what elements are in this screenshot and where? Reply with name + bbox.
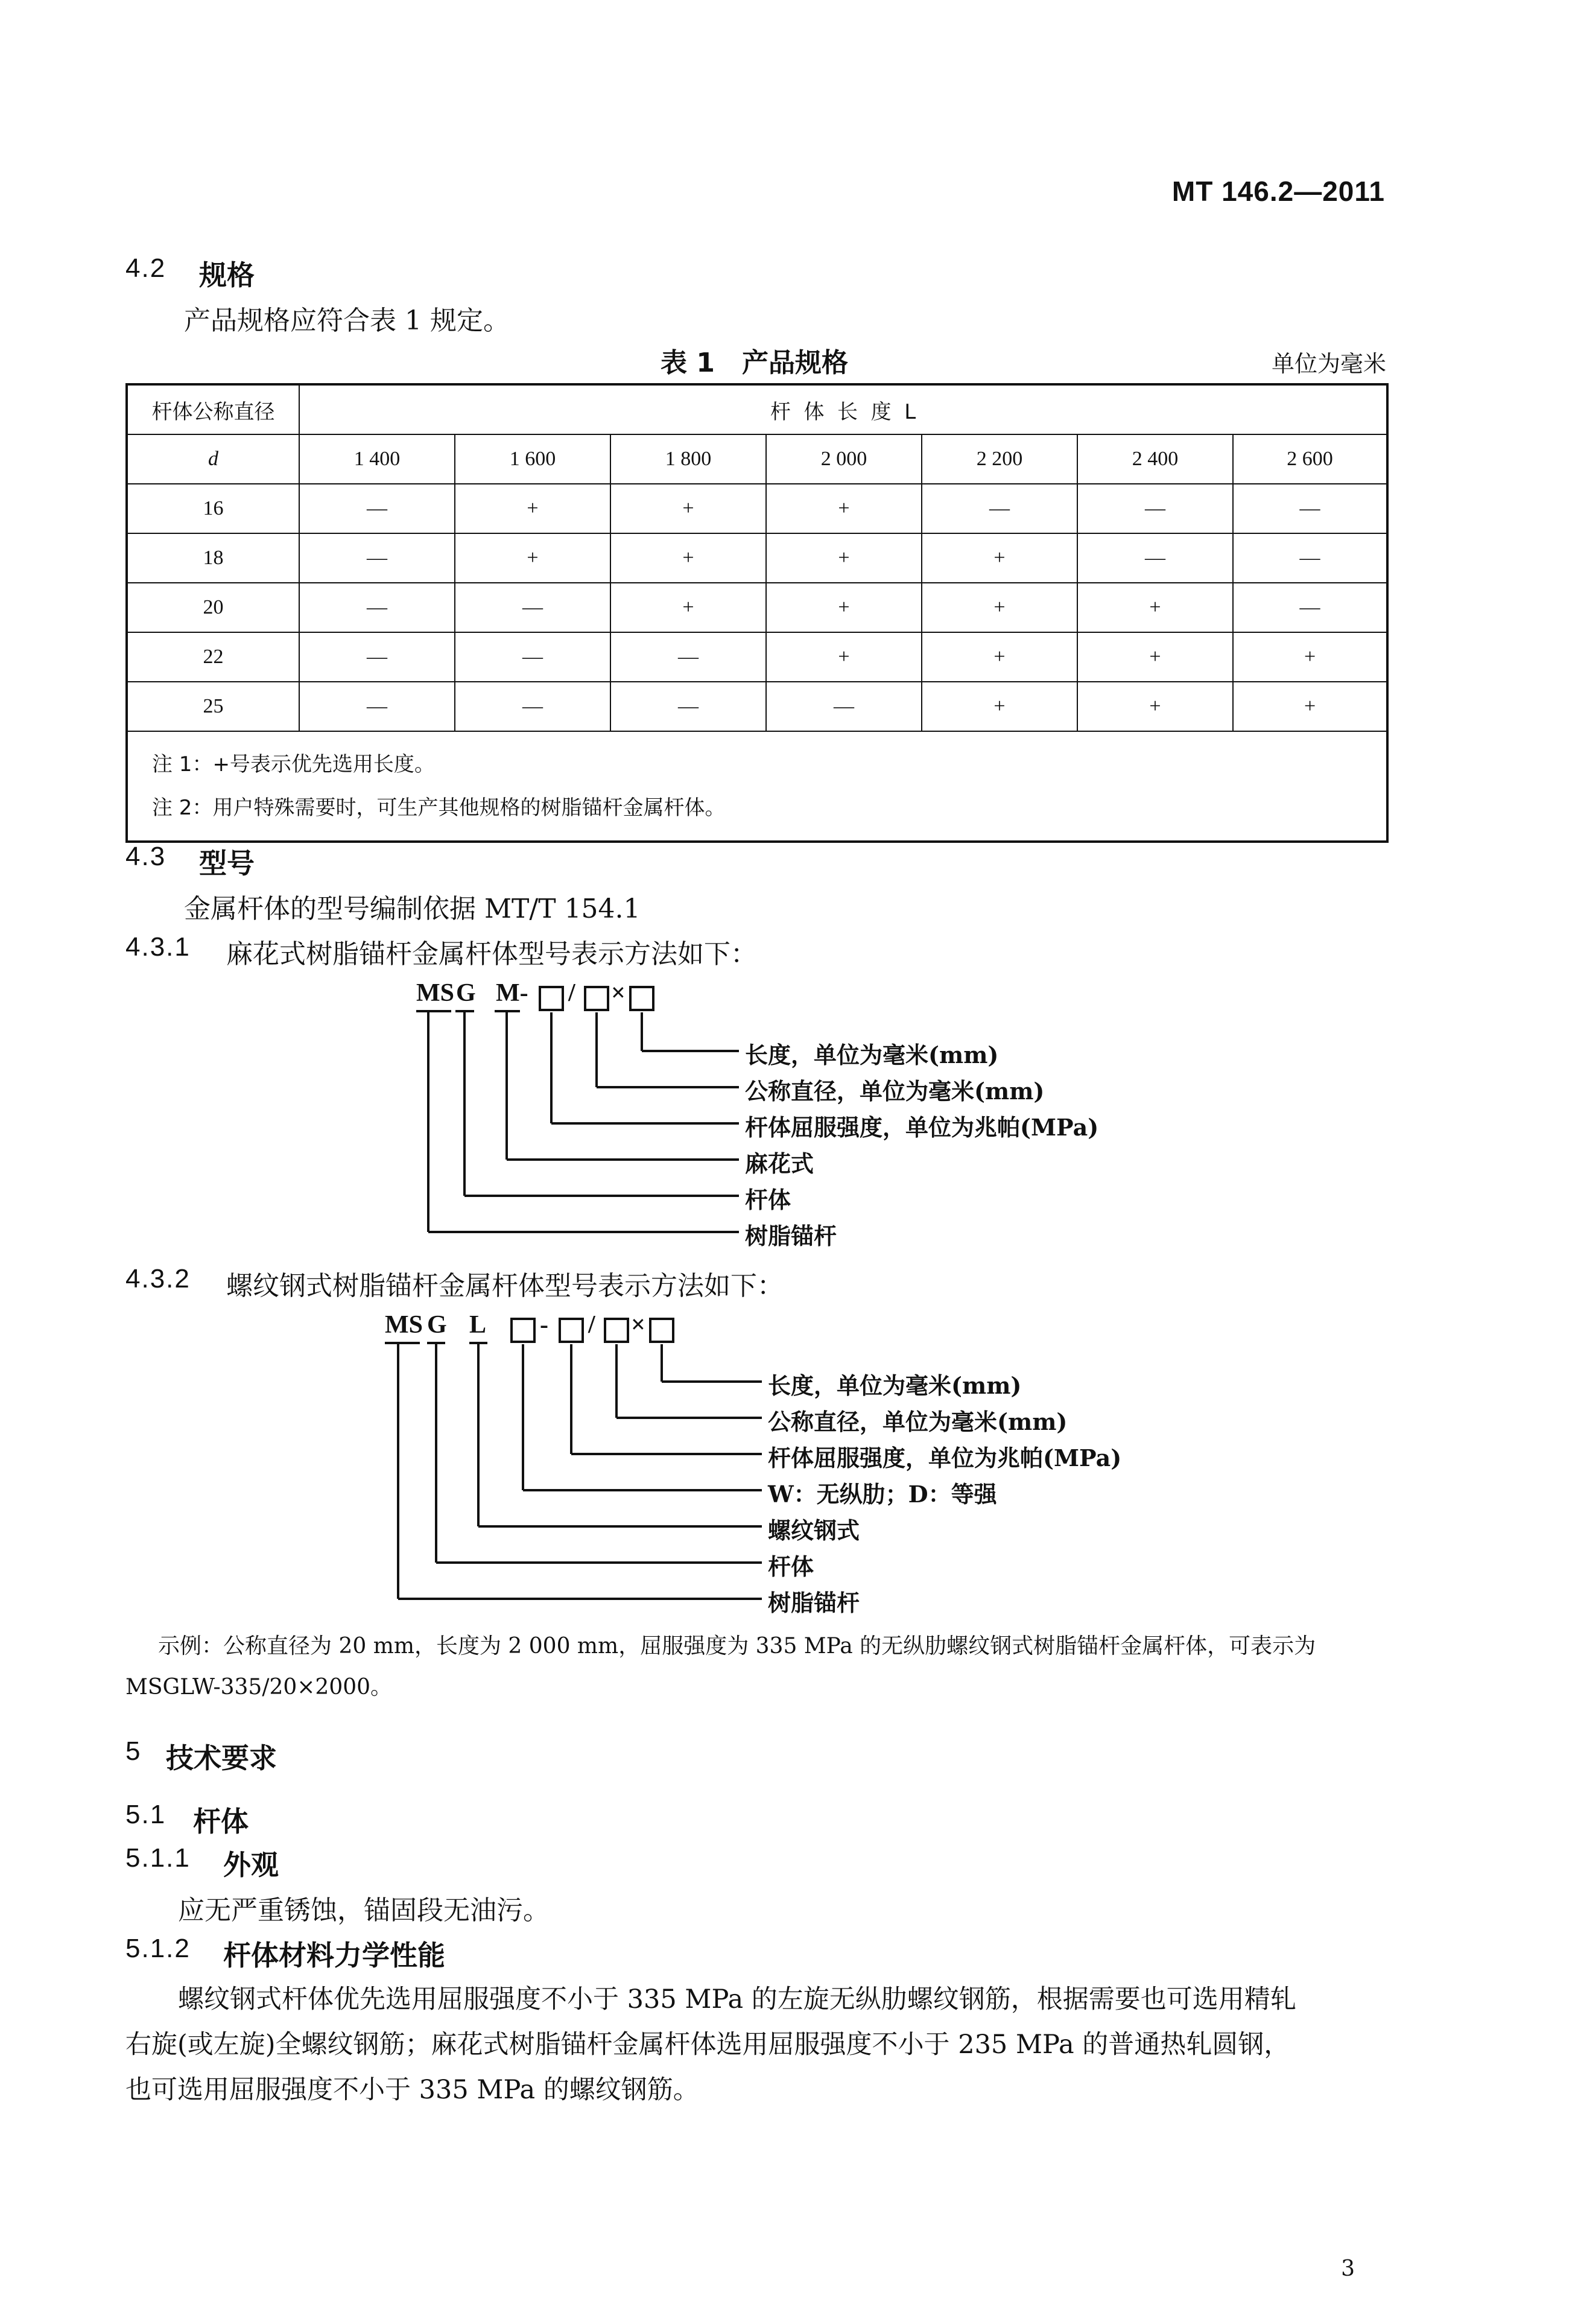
table-row bbox=[127, 484, 1387, 533]
section-5-number: 5 bbox=[125, 1736, 142, 1766]
label-length: 长度，单位为毫米(mm) bbox=[745, 1041, 999, 1068]
section-5-1-2-line-2: 右旋(或左旋)全螺纹钢筋；麻花式树脂锚杆金属杆体选用屈服强度不小于 235 MPa 的普通热轧圆钢， bbox=[125, 2030, 1290, 2060]
code-ms: MS bbox=[385, 1311, 423, 1339]
table-cell: + bbox=[922, 682, 1077, 731]
standard-number: MT 146.2—2011 bbox=[1171, 176, 1385, 207]
table-cell: — bbox=[610, 682, 766, 731]
section-4-3-number: 4.3 bbox=[125, 842, 166, 871]
header-length-value: 1 400 bbox=[299, 434, 455, 484]
table-cell: + bbox=[1077, 583, 1233, 632]
table1-caption-title: 产品规格 bbox=[742, 348, 848, 378]
section-4-2-text: 产品规格应符合表 1 规定。 bbox=[184, 305, 510, 336]
code-times: × bbox=[631, 1311, 645, 1339]
section-5-1-2-line-1: 螺纹钢式杆体优先选用屈服强度不小于 335 MPa 的左旋无纵肋螺纹钢筋，根据需要也可选用精轧 bbox=[178, 1984, 1296, 2014]
table-cell: — bbox=[299, 484, 455, 533]
code-l: L bbox=[469, 1311, 487, 1339]
table-cell: — bbox=[299, 632, 455, 682]
header-length-value: 2 200 bbox=[922, 434, 1077, 484]
row-diameter: 16 bbox=[127, 484, 299, 533]
header-diameter-2: d bbox=[127, 434, 299, 484]
row-diameter: 20 bbox=[127, 583, 299, 632]
table-cell: + bbox=[766, 632, 922, 682]
table-cell: + bbox=[610, 583, 766, 632]
code-ms: MS bbox=[416, 979, 454, 1007]
table-cell: + bbox=[766, 533, 922, 583]
label-resin-bolt: 树脂锚杆 bbox=[768, 1589, 860, 1616]
table-cell: + bbox=[610, 533, 766, 583]
section-5-1-1-title: 外观 bbox=[223, 1849, 279, 1881]
table-cell: + bbox=[1233, 632, 1387, 682]
table-cell: — bbox=[455, 682, 610, 731]
header-diameter-1: 杆体公称直径 bbox=[127, 384, 299, 434]
code-times: × bbox=[611, 979, 626, 1007]
table-cell: — bbox=[455, 632, 610, 682]
table-cell: — bbox=[610, 632, 766, 682]
section-5-1-1-number: 5.1.1 bbox=[125, 1843, 191, 1873]
table-cell: + bbox=[766, 583, 922, 632]
placeholder-box bbox=[540, 987, 563, 1010]
table-cell: + bbox=[922, 583, 1077, 632]
row-diameter: 25 bbox=[127, 682, 299, 731]
table-cell: — bbox=[1077, 533, 1233, 583]
placeholder-box bbox=[630, 987, 653, 1010]
table-cell: — bbox=[455, 583, 610, 632]
table-row bbox=[127, 583, 1387, 632]
code-slash: / bbox=[568, 979, 575, 1007]
header-length-value: 1 800 bbox=[610, 434, 766, 484]
row-diameter: 22 bbox=[127, 632, 299, 682]
code-g: G bbox=[456, 979, 476, 1007]
table1-caption-number: 表 1 bbox=[661, 348, 715, 378]
header-length: 杆 体 长 度 L bbox=[299, 384, 1387, 434]
table-cell: — bbox=[299, 583, 455, 632]
section-5-1-2-title: 杆体材料力学性能 bbox=[223, 1939, 445, 1972]
label-rebar-type: 螺纹钢式 bbox=[768, 1517, 860, 1544]
table-cell: — bbox=[299, 533, 455, 583]
placeholder-box bbox=[512, 1319, 534, 1342]
label-length: 长度，单位为毫米(mm) bbox=[768, 1372, 1022, 1399]
table-cell: — bbox=[1233, 583, 1387, 632]
table-row bbox=[127, 632, 1387, 682]
table-cell: + bbox=[922, 533, 1077, 583]
table-cell: — bbox=[766, 682, 922, 731]
section-4-3-text: 金属杆体的型号编制依据 MT/T 154.1 bbox=[184, 894, 641, 924]
section-5-1-title: 杆体 bbox=[193, 1805, 249, 1838]
code-m: M- bbox=[496, 979, 528, 1007]
table-notes bbox=[127, 731, 1387, 842]
placeholder-box bbox=[605, 1319, 628, 1342]
example-line-1: 示例：公称直径为 20 mm，长度为 2 000 mm，屈服强度为 335 MPa 的无纵肋螺纹钢式树脂锚杆金属杆体，可表示为 bbox=[158, 1634, 1316, 1659]
label-diameter: 公称直径，单位为毫米(mm) bbox=[768, 1408, 1068, 1435]
table-cell: + bbox=[1077, 682, 1233, 731]
example-line-2: MSGLW-335/20×2000。 bbox=[125, 1675, 393, 1700]
table-cell: + bbox=[455, 533, 610, 583]
label-resin-bolt: 树脂锚杆 bbox=[745, 1222, 837, 1249]
section-4-3-2-number: 4.3.2 bbox=[125, 1264, 191, 1294]
placeholder-box bbox=[585, 987, 608, 1010]
label-yield-strength: 杆体屈服强度，单位为兆帕(MPa) bbox=[745, 1114, 1099, 1141]
section-5-1-1-text: 应无严重锈蚀，锚固段无油污。 bbox=[178, 1895, 550, 1926]
section-4-3-title: 型号 bbox=[199, 847, 255, 880]
label-rib-type: W：无纵肋；D：等强 bbox=[768, 1481, 997, 1508]
section-5-title: 技术要求 bbox=[166, 1742, 277, 1774]
table-cell: + bbox=[610, 484, 766, 533]
spec-table bbox=[125, 383, 1389, 843]
table-row bbox=[127, 682, 1387, 731]
table-row bbox=[127, 533, 1387, 583]
page-number: 3 bbox=[1341, 2256, 1355, 2281]
table-cell: + bbox=[766, 484, 922, 533]
table-cell: — bbox=[299, 682, 455, 731]
section-4-3-1-text: 麻花式树脂锚杆金属杆体型号表示方法如下： bbox=[226, 939, 757, 970]
table-cell: — bbox=[1233, 533, 1387, 583]
label-yield-strength: 杆体屈服强度，单位为兆帕(MPa) bbox=[768, 1444, 1122, 1472]
section-5-1-2-line-3: 也可选用屈服强度不小于 335 MPa 的螺纹钢筋。 bbox=[125, 2075, 699, 2105]
label-twisted: 麻花式 bbox=[745, 1150, 814, 1177]
section-5-1-2-number: 5.1.2 bbox=[125, 1934, 191, 1963]
table-cell: — bbox=[922, 484, 1077, 533]
label-rod: 杆体 bbox=[745, 1186, 791, 1213]
model-diagram-rebar bbox=[385, 1309, 1205, 1623]
header-length-value: 2 400 bbox=[1077, 434, 1233, 484]
table-cell: + bbox=[1077, 632, 1233, 682]
placeholder-box bbox=[650, 1319, 673, 1342]
label-rod: 杆体 bbox=[768, 1553, 814, 1580]
code-g: G bbox=[427, 1311, 447, 1339]
table-cell: + bbox=[455, 484, 610, 533]
table-note-1: 注 1：+号表示优先选用长度。 bbox=[152, 752, 435, 776]
header-length-value: 1 600 bbox=[455, 434, 610, 484]
code-dash: - bbox=[540, 1311, 548, 1339]
table-cell: + bbox=[922, 632, 1077, 682]
table-note-2: 注 2：用户特殊需要时，可生产其他规格的树脂锚杆金属杆体。 bbox=[152, 796, 726, 820]
code-slash: / bbox=[588, 1311, 595, 1339]
table1-unit-note: 单位为毫米 bbox=[1271, 351, 1386, 377]
section-5-1-number: 5.1 bbox=[125, 1800, 166, 1829]
section-4-3-1-number: 4.3.1 bbox=[125, 932, 191, 962]
placeholder-box bbox=[560, 1319, 583, 1342]
table-cell: + bbox=[1233, 682, 1387, 731]
table-cell: — bbox=[1233, 484, 1387, 533]
label-diameter: 公称直径，单位为毫米(mm) bbox=[745, 1078, 1045, 1105]
section-4-2-title: 规格 bbox=[199, 259, 255, 291]
row-diameter: 18 bbox=[127, 533, 299, 583]
section-4-2-number: 4.2 bbox=[125, 253, 166, 283]
table-cell: — bbox=[1077, 484, 1233, 533]
header-length-value: 2 000 bbox=[766, 434, 922, 484]
model-diagram-twisted bbox=[416, 977, 1200, 1255]
header-length-value: 2 600 bbox=[1233, 434, 1387, 484]
section-4-3-2-text: 螺纹钢式树脂锚杆金属杆体型号表示方法如下： bbox=[226, 1271, 784, 1301]
